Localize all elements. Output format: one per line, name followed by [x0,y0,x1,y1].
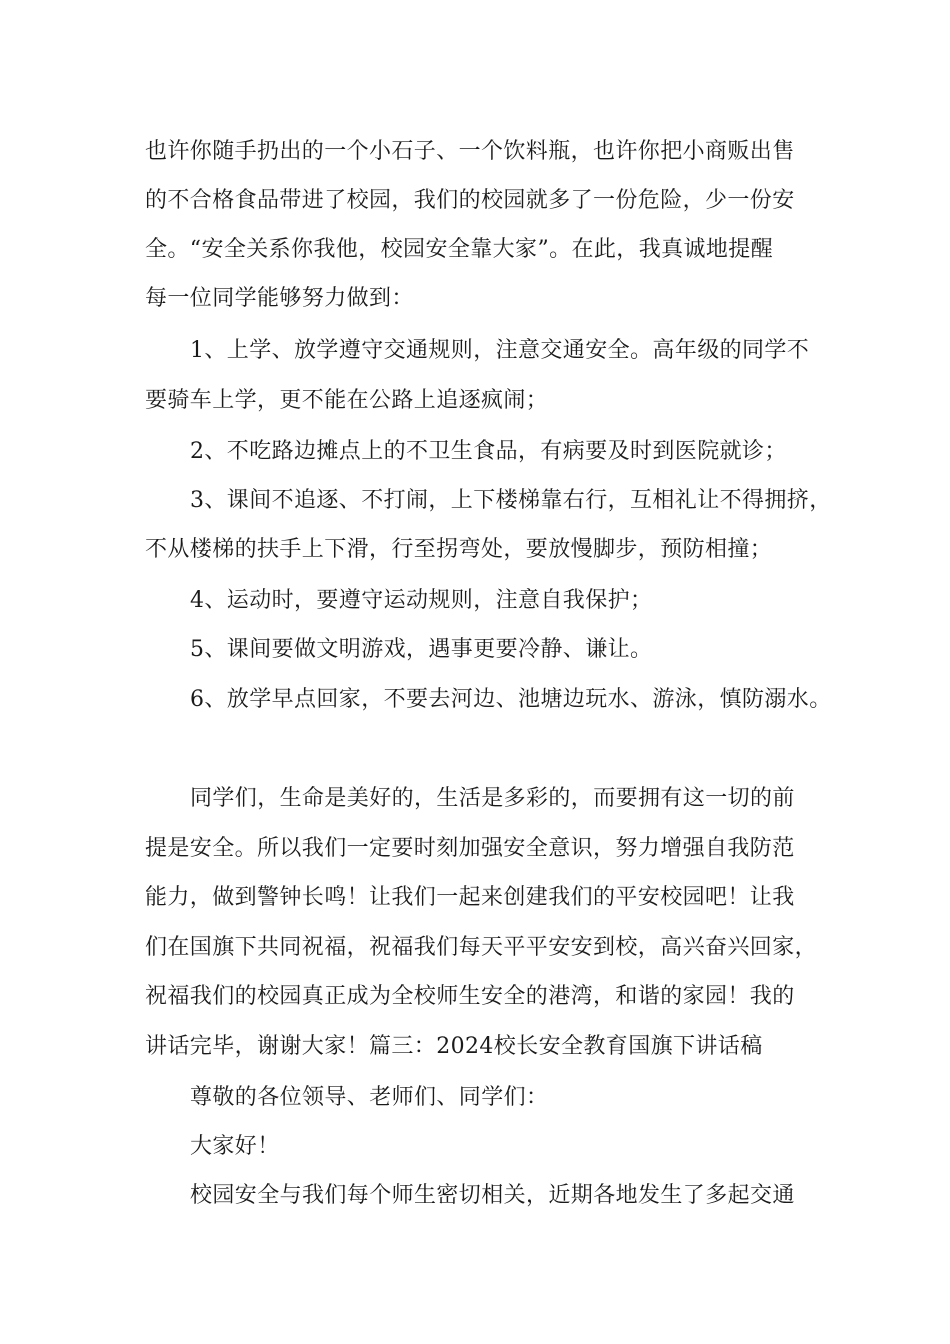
paragraph-line: 提是安全。所以我们一定要时刻加强安全意识，努力增强自我防范 [145,836,795,861]
greeting-line: 大家好！ [190,1134,280,1159]
paragraph-line: 能力，做到警钟长鸣！让我们一起来创建我们的平安校园吧！让我 [145,885,795,910]
text-line: 每一位同学能够努力做到： [145,286,414,311]
list-item: 2、不吃路边摊点上的不卫生食品，有病要及时到医院就诊； [190,439,787,464]
text-line: 不从楼梯的扶手上下滑，行至拐弯处，要放慢脚步，预防相撞； [145,537,773,562]
list-item: 4、运动时，要遵守运动规则，注意自我保护； [190,588,653,613]
list-item: 6、放学早点回家，不要去河边、池塘边玩水、游泳，慎防溺水。 [190,687,832,712]
text-line: 全。“安全关系你我他，校园安全靠大家”。在此，我真诚地提醒 [145,237,774,262]
text-line: 要骑车上学，更不能在公路上追逐疯闹； [145,388,549,413]
list-item: 5、课间要做文明游戏，遇事更要冷静、谦让。 [190,637,653,662]
paragraph-line: 讲话完毕，谢谢大家！篇三：2024校长安全教育国旗下讲话稿 [145,1034,763,1059]
text-line: 的不合格食品带进了校园，我们的校园就多了一份危险，少一份安 [145,188,795,213]
text-line: 也许你随手扔出的一个小石子、一个饮料瓶，也许你把小商贩出售 [145,139,795,164]
list-item: 3、课间不追逐、不打闹，上下楼梯靠右行，互相礼让不得拥挤， [190,488,832,513]
list-item: 1、上学、放学遵守交通规则，注意交通安全。高年级的同学不 [190,338,810,363]
paragraph-line: 们在国旗下共同祝福，祝福我们每天平平安安到校，高兴奋兴回家， [145,935,818,960]
paragraph-line: 同学们，生命是美好的，生活是多彩的，而要拥有这一切的前 [190,786,795,811]
paragraph-line: 祝福我们的校园真正成为全校师生安全的港湾，和谐的家园！我的 [145,984,795,1009]
paragraph-line: 校园安全与我们每个师生密切相关，近期各地发生了多起交通 [190,1183,795,1208]
salutation-line: 尊敬的各位领导、老师们、同学们： [190,1085,549,1110]
